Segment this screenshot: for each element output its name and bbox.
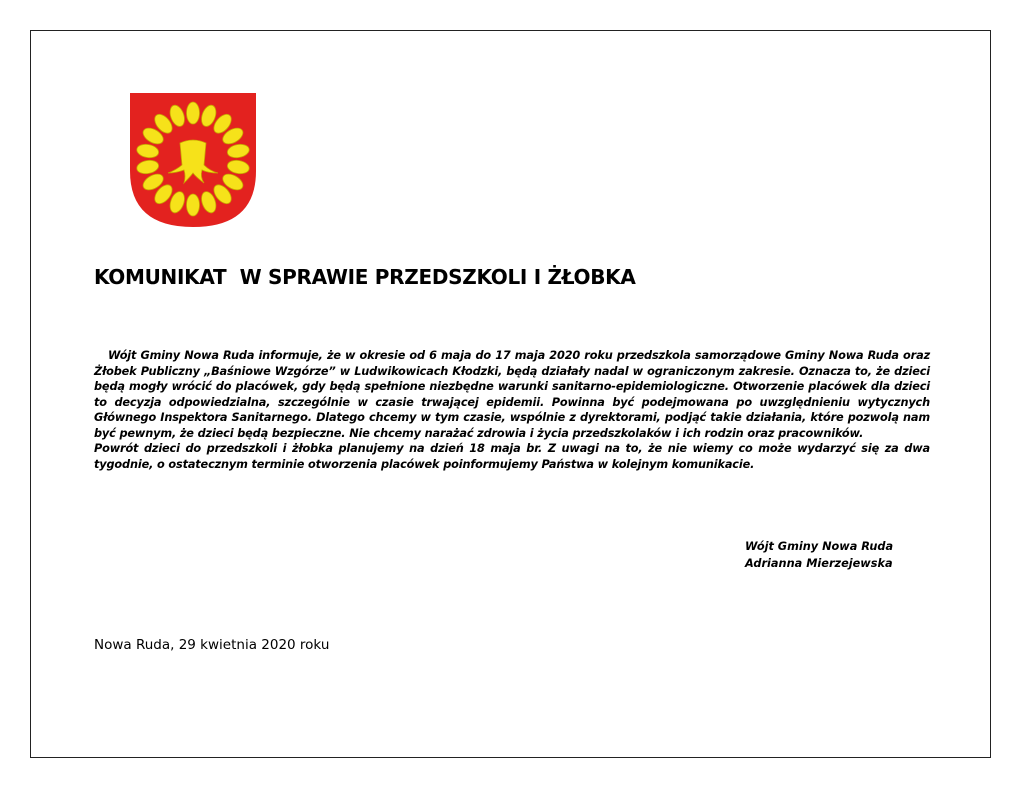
coat-of-arms-icon <box>130 93 256 227</box>
announcement-body <box>94 348 930 472</box>
leaf-icon <box>187 102 200 124</box>
signature-role: Wójt Gminy Nowa Ruda <box>745 540 894 553</box>
place-and-date: Nowa Ruda, 29 kwietnia 2020 roku <box>94 637 330 653</box>
leaf-icon <box>187 194 200 216</box>
paragraph-2: Powrót dzieci do przedszkoli i żłobka planujemy na dzień 18 maja br. Z uwagi na to, że nie wiemy co może wydarzyć się za dwa tygodnie, o ostatecznym terminie otworzenia placówek poinformujemy Państwa w kolejnym komunikacie. <box>94 442 930 471</box>
signature-block <box>745 538 893 572</box>
paragraph-1: Wójt Gminy Nowa Ruda informuje, że w okresie od 6 maja do 17 maja 2020 roku przedszkola samorządowe Gminy Nowa Ruda oraz Żłobek Publiczny „Baśniowe Wzgórze” w Ludwikowicach Kłodzki, będą działały nadal w ograniczonym zakresie. Oznacza to, że dzieci będą mogły wrócić do placówek, gdy będą spełnione niezbędne warunki sanitarno-epidemiologiczne. Otworzenie placówek dla dzieci to decyzja odpowiedzialna, szczególnie w czasie trwającej epidemii. Powinna być podejmowana po uwzględnieniu wytycznych Głównego Inspektora Sanitarnego. Dlatego chcemy w tym czasie, wspólnie z dyrektorami, podjąć takie działania, które pozwolą nam być pewnym, że dzieci będą bezpieczne. Nie chcemy narażać zdrowia i życia przedszkolaków i ich rodzin oraz pracowników. <box>94 349 930 440</box>
signature-name: Adrianna Mierzejewska <box>745 557 893 570</box>
page-title: KOMUNIKAT W SPRAWIE PRZEDSZKOLI I ŻŁOBKA <box>94 265 636 289</box>
